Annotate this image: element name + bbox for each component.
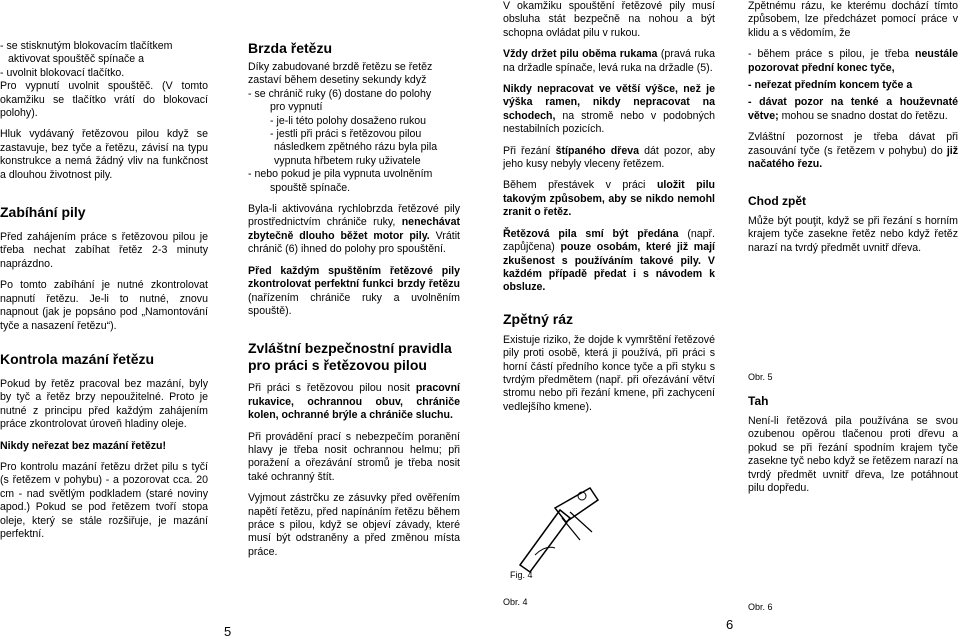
column-4-lower [748,415,958,503]
brzda-line: vypnuta hřbetem ruky uživatele [274,154,421,167]
page-number-left: 5 [224,624,232,639]
text: (např. zapůjčena) [503,227,715,254]
text: dát pozor, aby jeho kusy nebyly vleceny řetězem. [503,144,715,171]
heading-kontrola: Kontrola mazání řetězu [0,350,155,367]
paragraph-wear [248,382,460,422]
text: Vrátit chránič (6) ihned do polohy pro spouštění. [248,229,460,256]
paragraph: Při provádění prací s nebezpečím poranění hlavy je třeba nosit ochrannou helmu; při poražení a ořezávání stromů je třeba nosit také ochranný štít. [248,430,460,483]
intro-line: aktivovat spouštěč spínače a [8,53,145,66]
paragraph: Není-li řetězová pila používána se svou ozubenou opěrou tlačenou proti dřevu a pokud se při řezání spodním krajem tyče zasekne tyč nebo když se řetězem narazí na tvrdý předmět uvnitř dřeva, lze potáhnout pilu dopředu. [748,415,958,495]
paragraph-activated [248,203,460,257]
text: Během přestávek v práci [503,179,646,192]
bold-text: nenechávat zbytečně dlouho běžet motor pily. [248,216,460,242]
figure-label: Fig. 4 [510,570,533,580]
heading-zabihani: Zabíhání pily [0,204,86,221]
intro-list [0,40,208,80]
bold-text: pracovní rukavice, ochrannou obuv, chrániče kolen, ochranné brýle a chrániče sluchu. [248,382,460,422]
list-item: - neřezat předním koncem tyče a [748,79,913,92]
brzda-line: - se chránič ruky (6) dostane do polohy [248,87,432,100]
list-item [748,96,958,123]
figure-4 [500,470,620,590]
paragraph: Vyjmout zástrčku ze zásuvky před ověřením napětí řetězu, před napínáním řetězu během práce s pilou, když se objeví závady, které musí být odstraněny a před změnou místa práce. [248,492,460,558]
bold-text: Řetězová pila smí být předána [503,227,679,240]
text: mohou se snadno dostat do řetězu. [781,109,948,122]
text: (pravá ruka na držadle spínače, levá ruka na držadle (5). [503,48,715,74]
brzda-list [248,61,460,195]
paragraph-shoulder [503,83,715,137]
column-4 [748,0,958,263]
paragraph: Může být pouţit, když se při řezání s horním krajem tyče zasekne řetěz nebo když řetěz narazí na tvrdý předmět uvnitř dřeva. [748,214,958,254]
paragraph: Pokud by řetěz pracoval bez mazání, byly by tyč a řetěz brzy nepoužitelné. Proto je nutné z principu před každým zahájením práce zkontrolovat úroveň hladiny oleje. [0,377,208,431]
paragraph-break [503,179,715,219]
paragraph-rent [503,228,715,295]
brzda-line: Díky zabudované brzdě řetězu se řetěz [248,61,433,73]
bold-text: uložit pilu takovým způsobem, aby se nikdo nemohl zranit o řetěz. [503,179,715,219]
intro-line: - se stisknutým blokovacím tlačítkem [0,40,173,52]
text: V okamžiku spouštění řetězové pily musí obsluha stát bezpečně na nohou a být schopna ovládat pilu v rukou. [503,0,715,39]
brzda-line: - je-li této polohy dosaženo rukou [270,114,427,127]
text: Při řezání [503,144,551,157]
text: Při práci s řetězovou pilou nosit [248,382,410,395]
brzda-line: zastaví během desetiny sekundy když [248,74,427,87]
text: - během práce s pilou, je třeba [748,48,910,61]
paragraph: Pro vypnutí uvolnit spouštěč. (V tomto okamžiku se tlačítko vrátí do blokovací polohy). [0,80,208,120]
column-3 [503,0,715,422]
bold-text: Vždy držet pilu oběma rukama [503,48,658,61]
text: (nařízením chrániče ruky a uvolněním spouště). [248,291,460,317]
text: Byla-li aktivována rychlobrzda řetězové pily prostřednictvím chrániče ruky, [248,203,460,229]
figure-5-caption-mid: Obr. 5 [748,372,773,382]
brzda-line: - jestli při práci s řetězovou pilou [270,128,422,141]
heading-brzda: Brzda řetězu [248,40,333,56]
heading-walk: Chod zpět [748,194,806,209]
paragraph: Zpětnému rázu, ke kterému dochází tímto způsobem, lze předcházet pomocí práce v klidu a s vědomím, že [748,0,958,39]
bold-text: štípaného dřeva [555,144,640,157]
paragraph: Před zahájením práce s řetězovou pilou je třeba nechat zabíhat řetěz 2-3 minuty naprázdno. [0,231,208,270]
paragraph-care [748,131,958,171]
brzda-line: následkem zpětného rázu byla pila [274,141,438,154]
page-number-right: 6 [726,617,734,632]
paragraph-hold [503,48,715,75]
heading-kickback: Zpětný ráz [503,310,574,327]
bold-text: Před každým spuštěním řetězové pily zkontrolovat perfektní funkci brzdy řetězu [248,264,460,291]
paragraph-before [248,265,460,319]
text: Zvláštní pozornost je třeba dávat při zasouvání tyče (s řetězem v pohybu) do [748,131,958,157]
bold-text: neustále pozorovat přední konec tyče, [748,48,959,74]
bold-text: již načatého řezu. [748,144,958,171]
paragraph: Hluk vydávaný řetězovou pilou když se zastavuje, bez tyče a řetězu, závisí na typu konstrukce a nemá žádný vliv na funkčnost a dlouhou životnost pily. [0,128,208,181]
bold-text: pouze osobám, které již mají zkušenost s používáním takové pily. V každém případě předat i s návodem k obsluze. [503,241,715,294]
bold-text: Nikdy nepracovat ve větší výšce, než je výška ramen, nikdy nepracovat na schodech, [503,83,715,122]
list-item [748,48,958,75]
paragraph: Pro kontrolu mazání řetězu držet pilu s tyčí (s řetězem v pohybu) - a pozorovat cca. 20 cm - nad světlým podkladem (staré noviny apod.) Pokud se pod řetězem tvoří stopa oleje, který se stále rozšiřuje, je mazání perfektní. [0,460,208,540]
brzda-line: - nebo pokud je pila vypnuta uvolněním [248,168,433,181]
figure-4-caption: Obr. 4 [503,597,528,607]
paragraph: Po tomto zabíhání je nutné zkontrolovat napnutí řetězu. Je-li to nutné, znovu napnout (jak je popsáno pod „Namontování tyče a nasazení řetězu“). [0,279,208,332]
column-2 [248,40,460,567]
figure-6-caption: Obr. 6 [748,602,773,612]
paragraph-moment [503,0,715,40]
brzda-line: pro vypnutí [270,101,323,114]
heading-special: Zvláštní bezpečnostní pravidla pro práci s řetězovou pilou [248,340,452,374]
intro-line: - uvolnit blokovací tlačítko. [0,66,125,79]
paragraph: Existuje riziko, že dojde k vymrštění řetězové pily proti osobě, která ji používá, při práci s horní částí předního konce tyče a při styku s tvrdým předmětem (např. při ořezávání větví stromu nebo při řezání kmene, při zachycení vedlejšího kmene). [503,333,715,413]
paragraph-split [503,145,715,172]
warning-text: Nikdy neřezat bez mazání řetězu! [0,439,167,452]
brzda-line: spouště spínače. [270,181,351,194]
text: na stromě nebo v podobných nestabilních pozicích. [503,109,715,136]
column-1 [0,40,208,549]
bold-text: - dávat pozor na tenké a houževnaté větve; [748,96,958,122]
heading-pull: Tah [748,394,769,408]
